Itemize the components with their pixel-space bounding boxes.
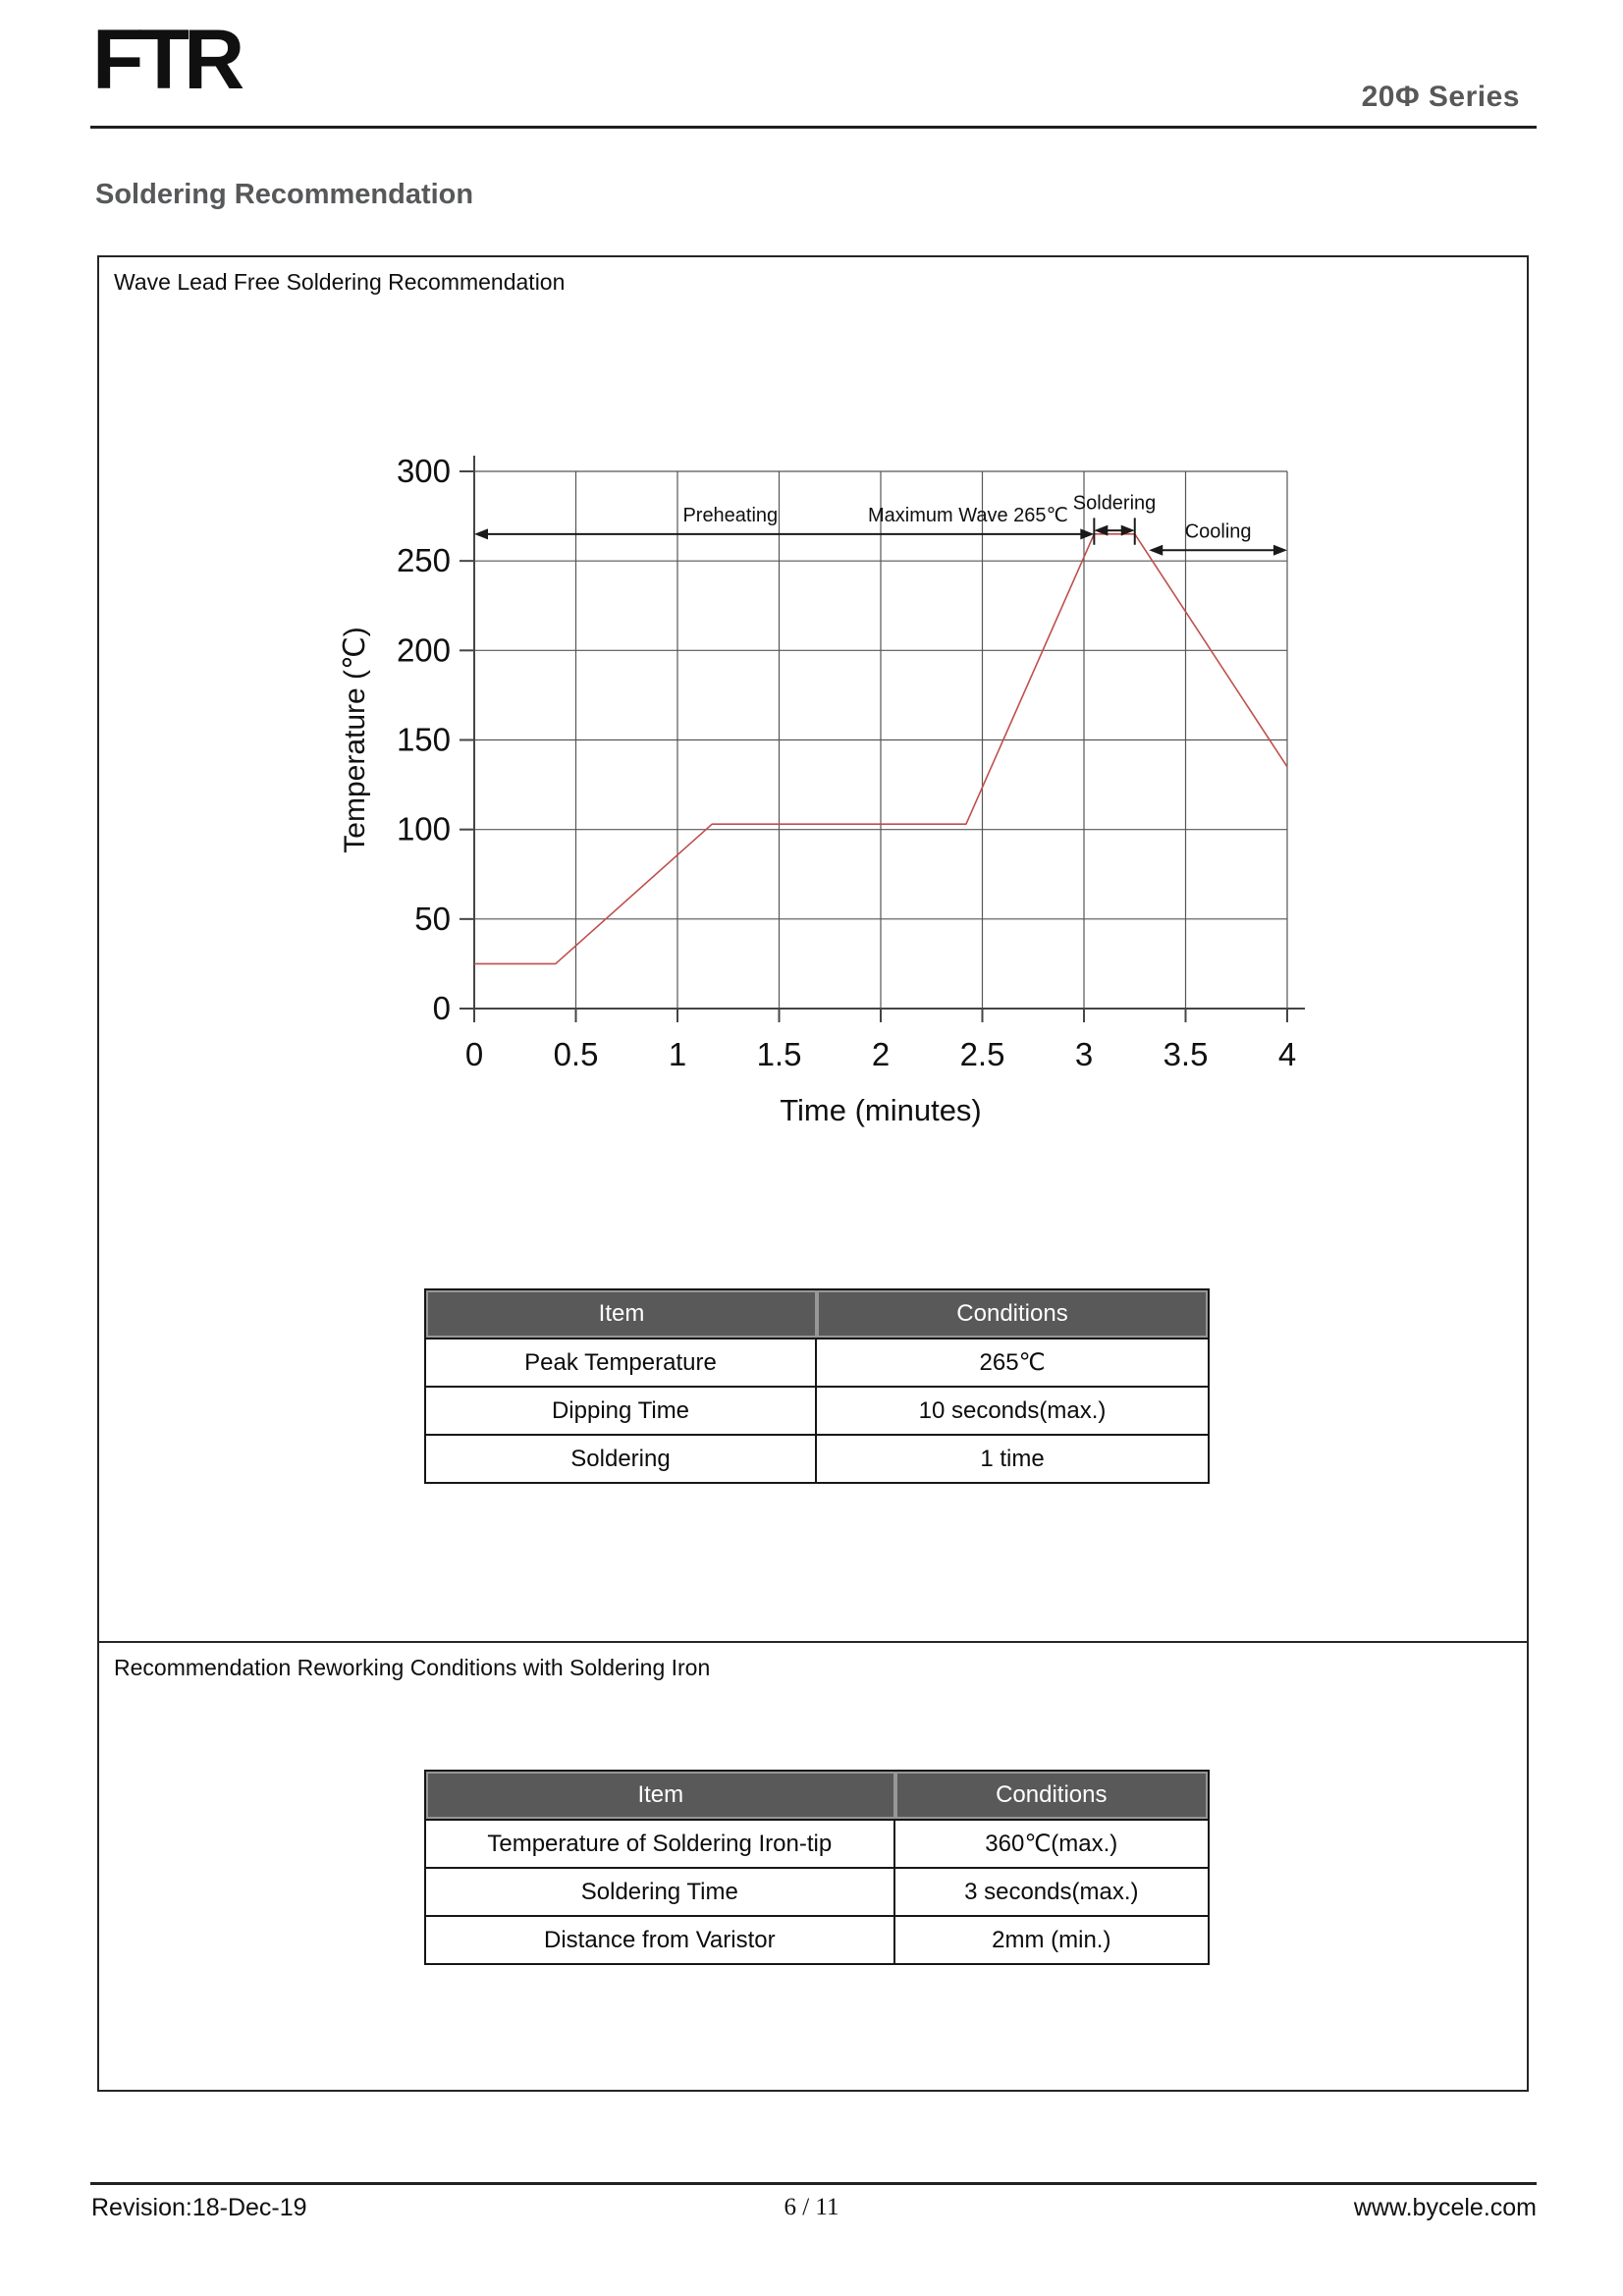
table-header-cell: Item: [426, 1772, 895, 1819]
table-cell: 3 seconds(max.): [964, 1878, 1139, 1905]
y-tick-label: 150: [396, 721, 451, 758]
rework-conditions-table: [424, 1770, 1210, 1965]
footer-website-link[interactable]: www.bycele.com: [1353, 2194, 1537, 2221]
cooling-label: Cooling: [1184, 520, 1252, 543]
table-cell: 10 seconds(max.): [918, 1396, 1107, 1424]
table-header-row: [426, 1772, 1208, 1819]
wave-section-title: Wave Lead Free Soldering Recommendation: [114, 269, 566, 295]
y-tick-label: 250: [396, 542, 451, 579]
x-tick-label: 3.5: [1163, 1036, 1209, 1072]
y-tick-label: 0: [432, 990, 451, 1026]
ftr-logo-graphic: [92, 20, 244, 104]
preheating-label: Preheating: [682, 505, 779, 527]
x-tick-label: 0.5: [553, 1036, 599, 1072]
y-axis-title: Temperature (℃): [339, 627, 371, 853]
table-row: [426, 1386, 1208, 1434]
table-row: [426, 1819, 1208, 1867]
table-cell: Soldering Time: [426, 1869, 895, 1915]
max-wave-label: Maximum Wave 265℃: [868, 505, 1069, 527]
y-tick-label: 300: [396, 453, 451, 489]
arrowhead: [474, 528, 488, 539]
table-cell: 1 time: [980, 1445, 1045, 1472]
rework-section-title: Recommendation Reworking Conditions with Soldering Iron: [114, 1655, 711, 1680]
y-tick-label: 50: [414, 900, 451, 937]
table-header-cell: Conditions: [895, 1772, 1208, 1819]
x-axis-title: Time (minutes): [780, 1093, 982, 1127]
x-tick-label: 4: [1277, 1036, 1297, 1072]
x-tick-label: 1: [668, 1036, 687, 1072]
ftr-logo: [92, 20, 244, 109]
footer-rule: [90, 2182, 1537, 2185]
footer-revision: Revision:18-Dec-19: [91, 2194, 307, 2221]
table-cell: 2mm (min.): [992, 1926, 1111, 1953]
table-cell: 265℃: [979, 1349, 1046, 1376]
y-tick-label: 100: [396, 810, 451, 847]
arrowhead: [1149, 545, 1163, 556]
table-cell: Distance from Varistor: [426, 1917, 895, 1963]
footer-page-indicator: 6 / 11: [784, 2194, 839, 2220]
table-row: [426, 1338, 1208, 1386]
table-row: [426, 1915, 1208, 1963]
table-cell: Soldering: [426, 1436, 817, 1482]
table-cell: Peak Temperature: [426, 1339, 817, 1386]
arrowhead: [1273, 545, 1287, 556]
table-header-cell: Item: [426, 1290, 817, 1338]
y-tick-label: 200: [396, 631, 451, 669]
table-cell: Temperature of Soldering Iron-tip: [426, 1821, 895, 1867]
table-header-row: [426, 1290, 1208, 1338]
table-row: [426, 1867, 1208, 1915]
soldering-label: Soldering: [1072, 492, 1157, 515]
table-cell: 360℃(max.): [985, 1831, 1118, 1857]
x-tick-label: 1.5: [756, 1036, 802, 1072]
page-title: Soldering Recommendation: [95, 179, 474, 210]
table-row: [426, 1434, 1208, 1482]
soldering-profile-chart: [99, 257, 1523, 1239]
x-tick-label: 2: [871, 1036, 891, 1072]
table-cell: Dipping Time: [426, 1388, 817, 1434]
wave-soldering-section: [97, 255, 1529, 1643]
header-rule: [90, 126, 1537, 129]
wave-soldering-conditions-table: [424, 1288, 1210, 1484]
ftr-logo-text: FTR: [92, 20, 240, 104]
x-tick-label: 3: [1074, 1036, 1094, 1072]
x-tick-label: 0: [464, 1036, 484, 1072]
series-label: 20Φ Series: [1361, 81, 1520, 113]
rework-section: [97, 1641, 1529, 2092]
x-tick-label: 2.5: [959, 1036, 1005, 1072]
table-header-cell: Conditions: [817, 1290, 1208, 1338]
